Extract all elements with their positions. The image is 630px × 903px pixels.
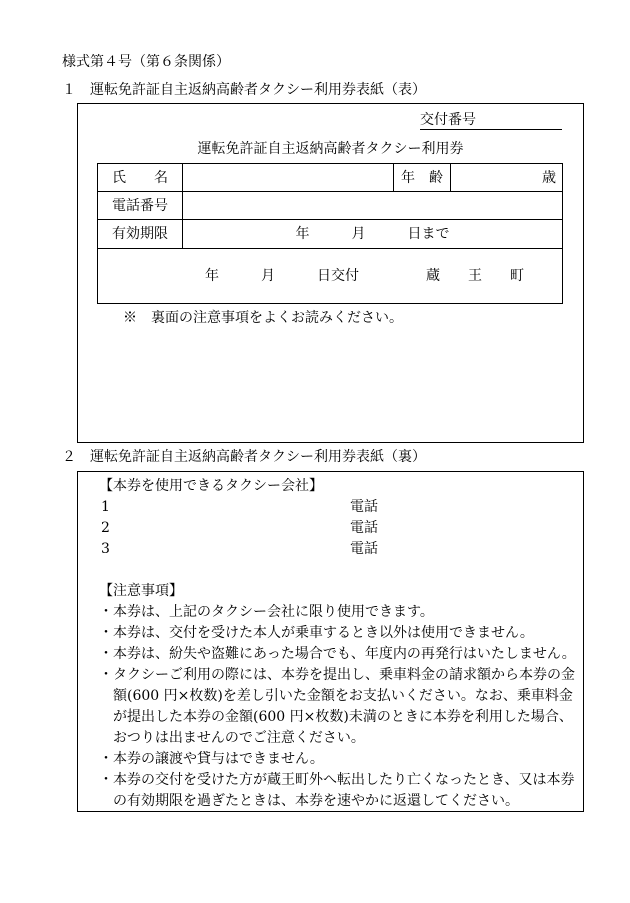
company-row xyxy=(99,518,576,539)
company-phone-label: 電話 xyxy=(350,520,378,536)
ticket-title: 運転免許証自主返納高齢者タクシー利用券 xyxy=(197,141,464,157)
company-row xyxy=(99,497,576,518)
table-row-expiry xyxy=(98,220,563,249)
ticket-cover-front xyxy=(77,103,584,443)
note-item-continued: おつりは出ませんのでご注意ください。 xyxy=(113,730,365,746)
holder-info-table xyxy=(97,163,563,304)
back-side-note: ※ 裏面の注意事項をよくお読みください。 xyxy=(123,310,403,326)
note-item: ・本券は、交付を受けた本人が乗車するとき以外は使用できません。 xyxy=(99,625,534,641)
form-number: 様式第４号（第６条関係） xyxy=(62,54,230,70)
note-item-continued: 額(600 円×枚数)を差し引いた金額をお支払いください。なお、乗車料金 xyxy=(113,688,573,704)
back-section-heading: ２ 運転免許証自主返納高齢者タクシー利用券表紙（裏） xyxy=(62,449,426,465)
note-item-continued: の有効期限を過ぎたときは、本券を速やかに返還してください。 xyxy=(113,793,519,809)
name-value-cell xyxy=(183,164,394,192)
note-item: ・本券の譲渡や貸与はできません。 xyxy=(99,751,324,767)
age-label: 年 齢 xyxy=(394,164,451,192)
notes-heading: 【注意事項】 xyxy=(99,583,183,599)
expiry-value: 年 月 日まで xyxy=(183,220,563,249)
note-item: ・タクシーご利用の際には、本券を提出し、乗車料金の請求額から本券の金 xyxy=(99,667,575,683)
note-item: ・本券は、上記のタクシー会社に限り使用できます。 xyxy=(99,604,434,620)
company-row xyxy=(99,539,576,560)
note-item: ・本券は、紛失や盗難にあった場合でも、年度内の再発行はいたしません。 xyxy=(99,646,576,662)
table-row-issue xyxy=(98,249,563,304)
companies-heading: 【本券を使用できるタクシー会社】 xyxy=(99,478,323,494)
name-label: 氏 名 xyxy=(98,164,183,192)
issue-cell xyxy=(98,249,563,304)
company-phone-label: 電話 xyxy=(350,541,378,557)
issuer-name: 蔵 王 町 xyxy=(426,268,524,284)
company-number: 2 xyxy=(101,520,110,536)
back-content xyxy=(99,476,576,812)
phone-label: 電話番号 xyxy=(98,192,183,220)
phone-value-cell xyxy=(183,192,563,220)
note-item-continued: が提出した本券の金額(600 円×枚数)未満のときに本券を利用した場合、 xyxy=(113,709,573,725)
ticket-cover-back xyxy=(77,471,584,812)
table-row-phone xyxy=(98,192,563,220)
note-item: ・本券の交付を受けた方が蔵王町外へ転出したり亡くなったとき、又は本券 xyxy=(99,772,575,788)
blank-line xyxy=(99,560,576,581)
company-number: 1 xyxy=(101,499,110,515)
issue-number-field: 交付番号 xyxy=(420,111,562,130)
expiry-label: 有効期限 xyxy=(98,220,183,249)
company-number: 3 xyxy=(101,541,110,557)
company-phone-label: 電話 xyxy=(350,499,378,515)
front-section-heading: １ 運転免許証自主返納高齢者タクシー利用券表紙（表） xyxy=(62,82,426,98)
issue-date: 年 月 日交付 xyxy=(205,268,359,284)
age-unit: 歳 xyxy=(451,164,563,192)
table-row-name xyxy=(98,164,563,192)
